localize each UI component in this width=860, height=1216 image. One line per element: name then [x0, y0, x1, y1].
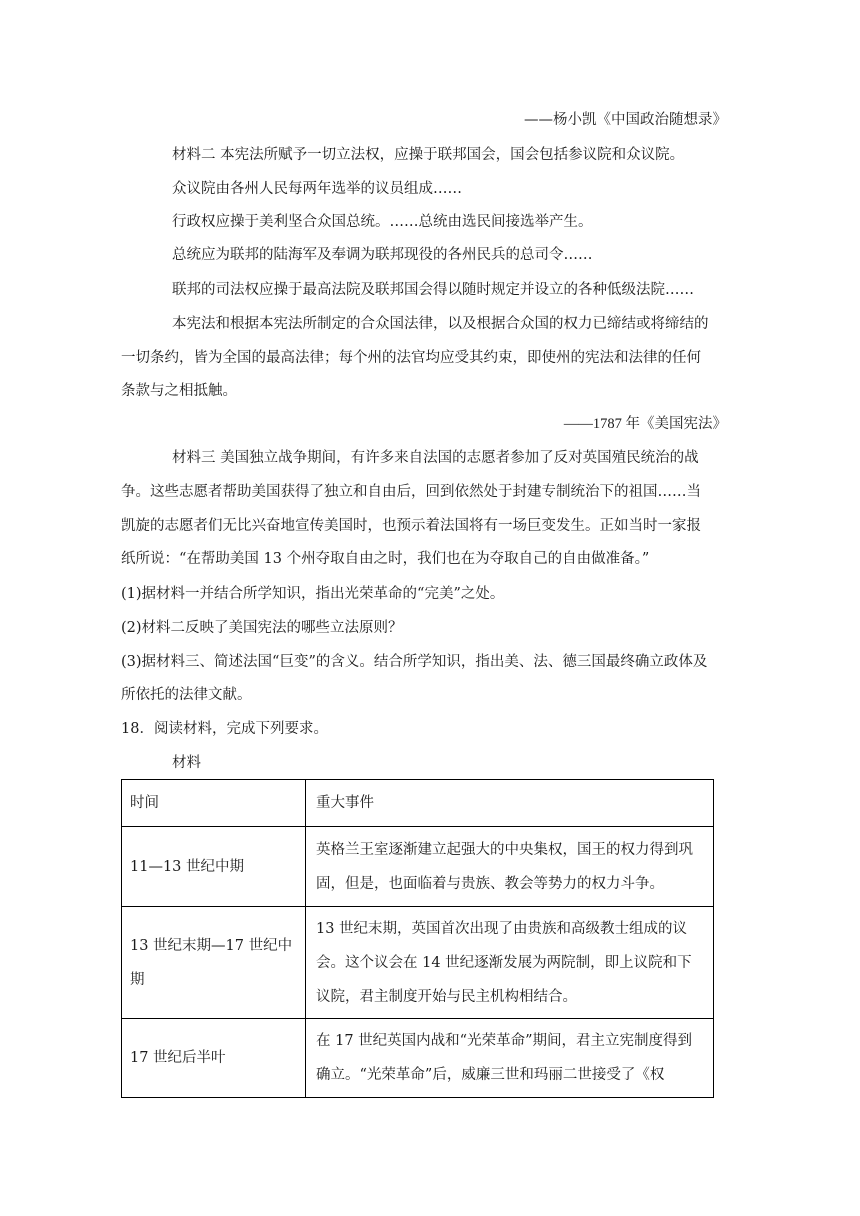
material2-line-4: 总统应为联邦的陆海军及奉调为联邦现役的各州民兵的总司令…… — [172, 247, 593, 263]
table-row — [122, 827, 714, 907]
material3-line-1: 材料三 美国独立战争期间，有许多来自法国的志愿者参加了反对英国殖民统治的战 — [172, 450, 699, 466]
material3-line-2: 争。这些志愿者帮助美国获得了独立和自由后，回到依然处于封建专制统治下的祖国……当 — [121, 484, 701, 500]
events-table — [121, 779, 714, 1098]
material3-line-3: 凯旋的志愿者们无比兴奋地宣传美国时，也预示着法国将有一场巨变发生。正如当时一家报 — [121, 518, 701, 534]
table-row — [122, 907, 714, 1019]
material2-paragraph-line-2: 一切条约，皆为全国的最高法律；每个州的法官均应受其约束，即使州的宪法和法律的任何 — [121, 350, 701, 366]
material2-line-5: 联邦的司法权应操于最高法院及联邦国会得以随时规定并设立的各种低级法院…… — [172, 282, 694, 298]
header-time: 时间 — [122, 780, 306, 827]
question-3-line-2: 所依托的法律文献。 — [121, 687, 252, 703]
material-label: 材料 — [172, 755, 201, 771]
row-event: 在 17 世纪英国内战和“光荣革命”期间，君主立宪制度得到确立。“光荣革命”后，威廉三世和玛丽二世接受了《权 — [306, 1019, 714, 1098]
row-event: 13 世纪末期，英国首次出现了由贵族和高级教士组成的议会。这个议会在 14 世纪逐渐发展为两院制，即上议院和下议院，君主制度开始与民主机构相结合。 — [306, 907, 714, 1019]
header-event: 重大事件 — [306, 780, 714, 827]
question-18-title: 18．阅读材料，完成下列要求。 — [121, 721, 328, 737]
row-time: 13 世纪末期—17 世纪中期 — [122, 907, 306, 1019]
material2-paragraph-line-1: 本宪法和根据本宪法所制定的合众国法律，以及根据合众国的权力已缔结或将缔结的 — [172, 316, 709, 332]
question-3-line-1: (3)据材料三、简述法国“巨变”的含义。结合所学知识，指出美、法、德三国最终确立政体及 — [121, 654, 708, 670]
question-1: (1)据材料一并结合所学知识，指出光荣革命的“完美”之处。 — [121, 586, 505, 602]
question-2: (2)材料二反映了美国宪法的哪些立法原则？ — [121, 620, 403, 636]
row-time: 11—13 世纪中期 — [122, 827, 306, 907]
source-citation-2: ——1787 年《美国宪法》 — [563, 416, 727, 432]
source-citation-1: ——杨小凯《中国政治随想录》 — [524, 112, 727, 128]
material3-line-4: 纸所说：“在帮助美国 13 个州夺取自由之时，我们也在为夺取自己的自由做准备。” — [121, 551, 650, 567]
row-time: 17 世纪后半叶 — [122, 1019, 306, 1098]
material2-paragraph-line-3: 条款与之相抵触。 — [121, 383, 237, 399]
table-row — [122, 1019, 714, 1098]
material2-line-3: 行政权应操于美利坚合众国总统。……总统由选民间接选举产生。 — [172, 214, 593, 230]
row-event: 英格兰王室逐渐建立起强大的中央集权，国王的权力得到巩固，但是，也面临着与贵族、教会等势力的权力斗争。 — [306, 827, 714, 907]
table-header-row — [122, 780, 714, 827]
material2-line-1: 材料二 本宪法所赋予一切立法权，应操于联邦国会，国会包括参议院和众议院。 — [172, 147, 685, 163]
material2-line-2: 众议院由各州人民每两年选举的议员组成…… — [172, 181, 462, 197]
